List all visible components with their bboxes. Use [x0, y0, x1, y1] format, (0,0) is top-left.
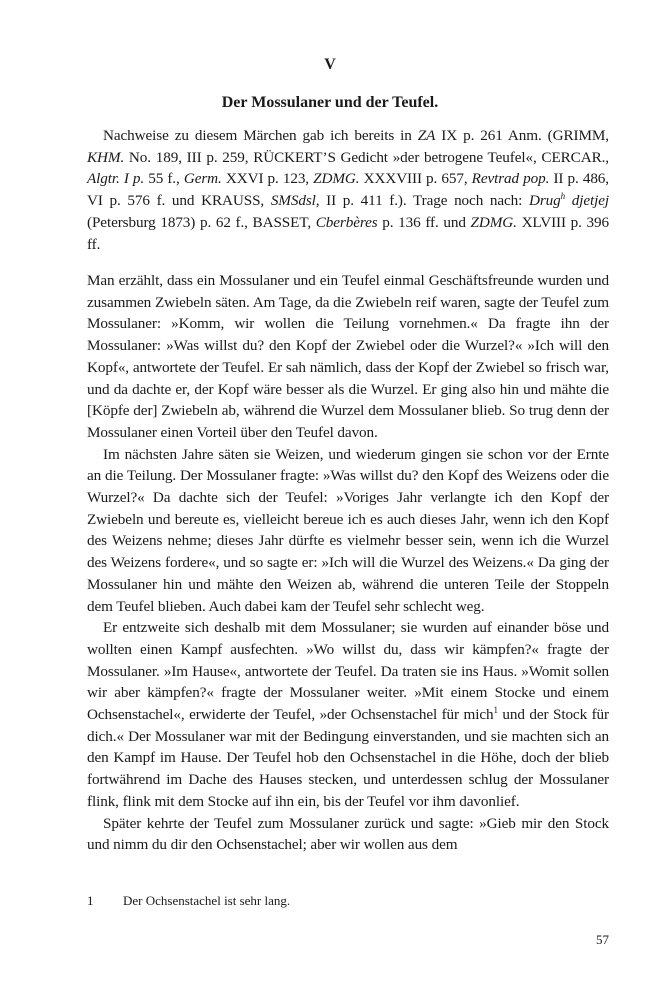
- story-paragraph-2: Im nächsten Jahre säten sie Weizen, und wiederum gingen sie schon vor der Ernte an die Teilung. Der Mossulaner fragte: »Was willst du? den Kopf des Weizens oder die Wurzel?« Da dachte sich der Teufel: »Voriges Jahr verlangte ich den Kopf der Zwiebeln und bereute es, vielleicht bereue ich es auch dieses Jahr, wenn ich den Kopf des Weizens nehme; dieses Jahr dürfte es vielmehr besser sein, wenn ich die Wurzel des Weizens fordere«, und so sagte er: »Ich will die Wurzel des Weizens.« Da ging der Mossulaner hin und mähte den Weizen ab, während die unteren Teile der Stoppeln dem Teufel blieben. Auch dabei kam der Teufel sehr schlecht weg.: [87, 445, 609, 615]
- footnote-number: 1: [87, 893, 94, 908]
- story-paragraph-3: Er entzweite sich deshalb mit dem Mossulaner; sie wurden auf einander böse und wollten einen Kampf ausfechten. »Wo willst du, dass wir kämpfen?« fragte der Mossulaner. »Im Hause«, antwortete der Teufel. Da traten sie ins Haus. »Womit sollen wir aber kämpfen?« fragte der Mossulaner weiter. »Mit einem Stocke und einem Ochsenstachel«, erwiderte der Teufel, »der Ochsenstachel für mich$^1$ und der Stock für dich.« Der Mossulaner war mit der Bedingung einverstanden, und sie machten sich an den Kampf im Hause. Der Teufel hob den Ochsenstachel in die Höhe, doch der blieb fortwährend im Dache des Hauses stecken, und unterdessen schlug der Mossulaner flink, flink mit dem Stocke auf ihn ein, bis der Teufel vor ihm davonlief.: [87, 619, 609, 810]
- chapter-title: Der Mossulaner und der Teufel.: [221, 94, 439, 111]
- page-number: 57: [596, 932, 609, 947]
- footnote-text: Der Ochsenstachel ist sehr lang.: [123, 893, 291, 908]
- chapter-numeral: V: [324, 56, 336, 73]
- footnote: [87, 893, 290, 909]
- story-text: [87, 270, 609, 856]
- story-paragraph-1: Man erzählt, dass ein Mossulaner und ein Teufel einmal Geschäftsfreunde wurden und zusammen Zwiebeln säten. Am Tage, da die Zwiebeln reif waren, sagte der Teufel zum Mossulaner: »Komm, wir wollen die Teilung vornehmen.« Da fragte ihn der Mossulaner: »Was willst du? den Kopf der Zwiebel oder die Wurzel?« »Ich will den Kopf«, antwortete der Teufel. Er sah nämlich, dass der Kopf der Zwiebel so frisch war, und da dachte er, der Kopf wäre besser als die Wurzel. Er ging also hin und mähte die [Köpfe der] Zwiebeln ab, während die Wurzel dem Mossulaner blieb. So trug denn der Mossulaner einen Vorteil über den Teufel davon.: [87, 272, 609, 441]
- sources-paragraph: [87, 125, 609, 255]
- sources-text: Nachweise zu diesem Märchen gab ich bereits in ZA IX p. 261 Anm. (GRIMM, KHM. No. 189, III p. 259, RÜCKERT’S Gedicht »der betrogene Teufel«, CERCAR., Algtr. I p. 55 f., Germ. XXVI p. 123, ZDMG. XXXVIII p. 657, Revtrad pop. II p. 486, VI p. 576 f. und KRAUSS, SMSdsl, II p. 411 f.). Trage noch nach: Drug$^h$ djetjej (Petersburg 1873) p. 62 f., BASSET, Cberbères p. 136 ff. und ZDMG. XLVIII p. 396 ff.: [87, 127, 610, 253]
- story-paragraph-4: Später kehrte der Teufel zum Mossulaner zurück und sagte: »Gieb mir den Stock und nimm du dir den Ochsenstachel; aber wir wollen aus dem: [87, 814, 609, 854]
- footnote-reference: 1: [493, 705, 498, 716]
